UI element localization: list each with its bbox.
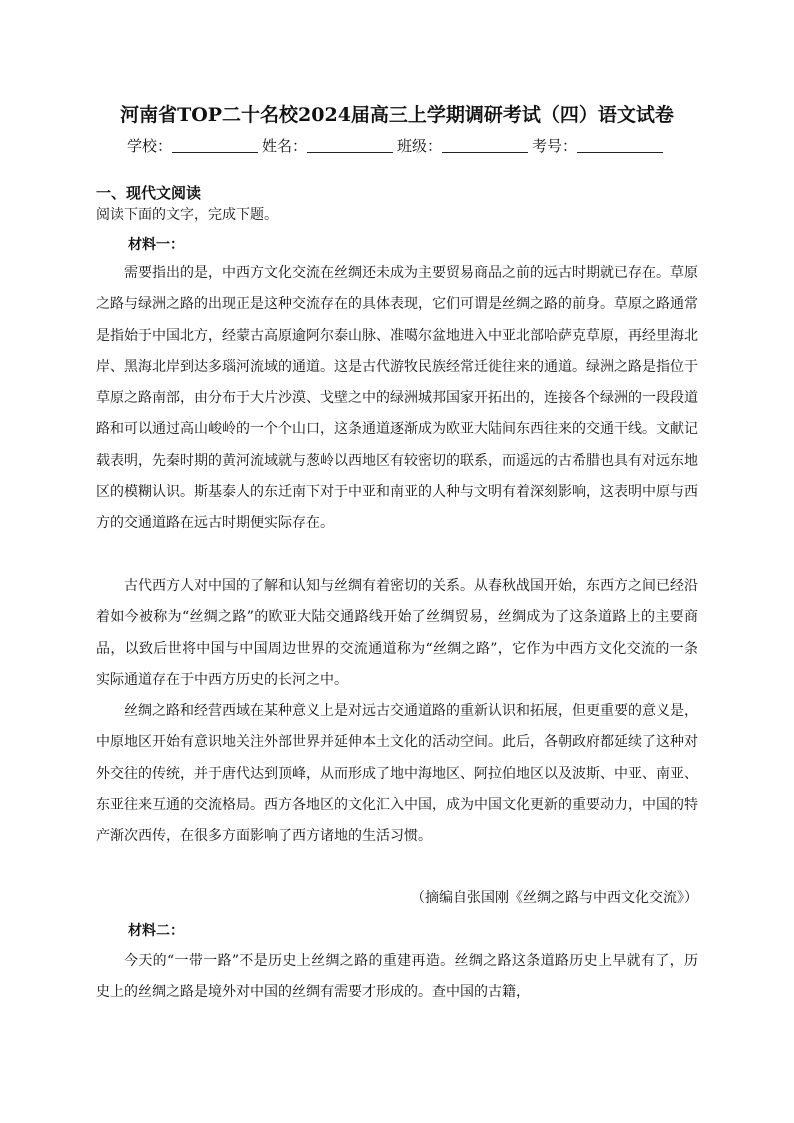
material2-paragraph-1: 今天的“一带一路”不是历史上丝绸之路的重建再造。丝绸之路这条道路历史上早就有了，历史上的丝绸之路是境外对中国的丝绸有需要才形成的。查中国的古籍， [96, 953, 698, 1001]
exam-title: 河南省TOP二十名校2024届高三上学期调研考试（四）语文试卷 [120, 104, 674, 126]
material1-paragraph-3: 丝绸之路和经营西域在某种意义上是对远古交通道路的重新认识和拓展，但更重要的意义是，中原地区开始有意识地关注外部世界并延伸本土文化的活动空间。此后，各朝政府都延续了这种对外交往的传统，并于唐代达到顶峰，从而形成了地中海地区、阿拉伯地区以及波斯、中亚、南亚、东亚往来互通的交流格局。西方各地区的文化汇入中国，成为中国文化更新的重要动力，中国的特产渐次西传，在很多方面影响了西方诸地的生活习惯。 [96, 703, 698, 845]
material1-paragraph-1: 需要指出的是，中西方文化交流在丝绸还未成为主要贸易商品之前的远古时期就已存在。草原之路与绿洲之路的出现正是这种交流存在的具体表现，它们可谓是丝绸之路的前身。草原之路通常是指始于中国北方，经蒙古高原逾阿尔泰山脉、准噶尔盆地进入中亚北部哈萨克草原，再经里海北岸、黑海北岸到达多瑙河流域的通道。这是古代游牧民族经常迁徙往来的通道。绿洲之路是指位于草原之路南部，由分布于大片沙漠、戈壁之中的绿洲城邦国家开拓出的，连接各个绿洲的一段段道路和可以通过高山峻岭的一个个山口，这条通道逐渐成为欧亚大陆间东西往来的交通干线。文献记载表明，先秦时期的黄河流域就与葱岭以西地区有较密切的联系，而遥远的古希腊也具有对远东地区的模糊认识。斯基泰人的东迁南下对于中亚和南亚的人种与文明有着深刻影响，这表明中原与西方的交通道路在远古时期便实际存在。 [96, 265, 698, 532]
school-blank[interactable] [172, 136, 258, 153]
class-label: 班级： [397, 137, 443, 155]
class-blank[interactable] [442, 136, 528, 153]
material1-paragraph-2: 古代西方人对中国的了解和认知与丝绸有着密切的关系。从春秋战国开始，东西方之间已经沿着如今被称为“丝绸之路”的欧亚大陆交通路线开始了丝绸贸易，丝绸成为了这条道路上的主要商品，以致后世将中国与中国周边世界的交流通道称为“丝绸之路”，它作为中西方文化交流的一条实际通道存在于中西方历史的长河之中。 [96, 578, 698, 688]
section-instruction: 阅读下面的文字，完成下题。 [96, 207, 278, 223]
section-title: 一、现代文阅读 [96, 184, 202, 202]
name-label: 姓名： [261, 137, 307, 155]
number-blank[interactable] [577, 136, 663, 153]
name-blank[interactable] [307, 136, 393, 153]
student-info-line [0, 134, 794, 158]
number-label: 考号： [532, 137, 578, 155]
material2-heading: 材料二： [128, 923, 184, 939]
material1-source: （摘编自张国刚《丝绸之路与中西文化交流》） [411, 890, 698, 906]
school-label: 学校： [126, 137, 172, 155]
material1-heading: 材料一： [128, 237, 184, 253]
